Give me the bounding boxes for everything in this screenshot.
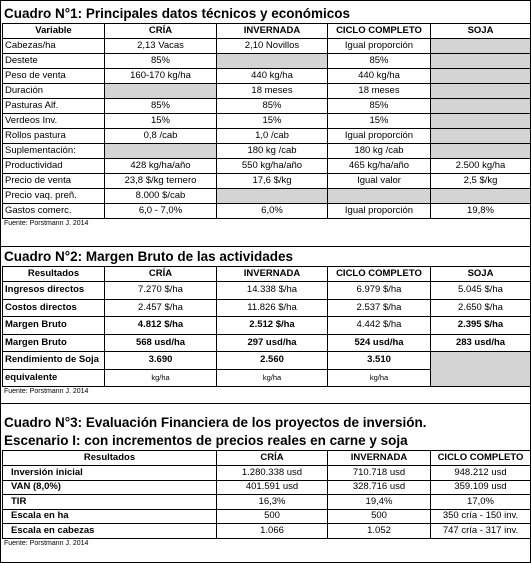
table-cell: 2.457 $/ha — [105, 299, 217, 317]
table-row — [3, 129, 531, 144]
table-row — [3, 39, 531, 54]
table-cell: 160-170 kg/ha — [105, 69, 217, 84]
table-cell: 8.000 $/cab — [105, 189, 217, 204]
table-cell: 6.979 $/ha — [328, 282, 431, 300]
table-row — [3, 334, 531, 352]
table-cell: 15% — [217, 114, 328, 129]
row-label: equivalente — [3, 369, 105, 387]
table-cell: kg/ha — [105, 369, 217, 387]
table-row — [3, 466, 531, 481]
table-cell: 11.826 $/ha — [217, 299, 328, 317]
table-row — [3, 174, 531, 189]
table-cell: 401.591 usd — [217, 480, 328, 495]
table-cell: 85% — [328, 99, 431, 114]
row-label: TIR — [3, 495, 217, 510]
header-cell: SOJA — [431, 267, 531, 282]
table-cell: 2,13 Vacas — [105, 39, 217, 54]
cuadro-2 — [1, 248, 530, 396]
table-cell: 2.650 $/ha — [431, 299, 531, 317]
table-cell: 359.109 usd — [431, 480, 531, 495]
cuadro-3-title: Cuadro N°3: Evaluación Financiera de los proyectos de inversión. — [4, 415, 427, 430]
row-label: Pasturas Alf. — [3, 99, 105, 114]
row-label: Cabezas/ha — [3, 39, 105, 54]
table-cell: 19,8% — [431, 204, 531, 219]
table-cell: 568 usd/ha — [105, 334, 217, 352]
table-row — [3, 480, 531, 495]
cuadro-3-subtitle: Escenario I: con incrementos de precios reales en carne y soja — [4, 433, 408, 448]
table-cell: 1.066 — [217, 524, 328, 539]
table-cell: 2,5 $/kg — [431, 174, 531, 189]
cuadro-2-title: Cuadro N°2: Margen Bruto de las actividades — [4, 249, 293, 264]
table-cell: 440 kg/ha — [217, 69, 328, 84]
row-label: Costos directos — [3, 299, 105, 317]
header-cell: Variable — [3, 24, 105, 39]
row-label: Destete — [3, 54, 105, 69]
row-label: Productividad — [3, 159, 105, 174]
table-cell: 17,0% — [431, 495, 531, 510]
table-row — [3, 352, 531, 370]
table-cell: 2,10 Novillos — [217, 39, 328, 54]
table-cell-empty — [431, 69, 531, 84]
table-cell-empty — [431, 144, 531, 159]
table-cell: 710.718 usd — [328, 466, 431, 481]
table-cell: 440 kg/ha — [328, 69, 431, 84]
table-cell: 297 usd/ha — [217, 334, 328, 352]
table-cell: 15% — [328, 114, 431, 129]
table-row — [3, 189, 531, 204]
header-cell: CICLO COMPLETO — [328, 267, 431, 282]
table-cell: 524 usd/ha — [328, 334, 431, 352]
table-cell-empty — [431, 114, 531, 129]
table-cell: 4.442 $/ha — [328, 317, 431, 335]
table-cell: 14.338 $/ha — [217, 282, 328, 300]
row-label: Suplementación: — [3, 144, 105, 159]
table-cell-empty — [217, 189, 328, 204]
table-cell: 6,0 - 7,0% — [105, 204, 217, 219]
table-cell: 1,0 /cab — [217, 129, 328, 144]
cuadro-1-table — [2, 23, 531, 219]
header-cell: CRÍA — [105, 267, 217, 282]
table-cell-empty — [431, 84, 531, 99]
table-row — [3, 317, 531, 335]
table-cell-empty — [328, 189, 431, 204]
table-cell: 85% — [328, 54, 431, 69]
row-label: Peso de venta — [3, 69, 105, 84]
table-cell-empty — [431, 39, 531, 54]
table-row — [3, 144, 531, 159]
table-cell: 350 cría - 150 inv. — [431, 509, 531, 524]
table-row — [3, 99, 531, 114]
header-cell: INVERNADA — [217, 267, 328, 282]
cuadro-1 — [1, 5, 530, 228]
table-cell: 2.395 $/ha — [431, 317, 531, 335]
table-cell: 2.560 — [217, 352, 328, 370]
row-label: Precio vaq. preñ. — [3, 189, 105, 204]
table-cell: Igual proporción — [328, 204, 431, 219]
cuadro-2-table — [2, 266, 531, 387]
table-row — [3, 204, 531, 219]
table-row — [3, 114, 531, 129]
table-cell: 500 — [217, 509, 328, 524]
table-cell: kg/ha — [217, 369, 328, 387]
row-label: VAN (8,0%) — [3, 480, 217, 495]
table-cell: 283 usd/ha — [431, 334, 531, 352]
row-label: Gastos comerc. — [3, 204, 105, 219]
row-label: Rendimiento de Soja — [3, 352, 105, 370]
source-note: Fuente: Porstmann J. 2014 — [4, 388, 89, 395]
table-header-row — [3, 24, 531, 39]
table-cell: 2.500 kg/ha — [431, 159, 531, 174]
source-note: Fuente: Porstmann J. 2014 — [4, 220, 89, 227]
table-header-row — [3, 451, 531, 466]
table-cell: 948.212 usd — [431, 466, 531, 481]
row-label: Escala en ha — [3, 509, 217, 524]
row-label: Rollos pastura — [3, 129, 105, 144]
cuadro-3-table — [2, 450, 531, 539]
table-cell-empty — [431, 352, 531, 387]
cuadro-1-title: Cuadro N°1: Principales datos técnicos y económicos — [4, 6, 350, 21]
table-cell: Igual valor — [328, 174, 431, 189]
table-cell: 17,6 $/kg — [217, 174, 328, 189]
header-cell: Resultados — [3, 267, 105, 282]
table-cell: 16,3% — [217, 495, 328, 510]
table-cell-empty — [431, 54, 531, 69]
header-cell: CICLO COMPLETO — [431, 451, 531, 466]
table-cell: Igual proporción — [328, 39, 431, 54]
table-cell: 428 kg/ha/año — [105, 159, 217, 174]
table-cell: 500 — [328, 509, 431, 524]
table-cell-empty — [431, 129, 531, 144]
table-row — [3, 524, 531, 539]
table-row — [3, 54, 531, 69]
divider — [1, 246, 530, 247]
table-cell-empty — [431, 189, 531, 204]
table-row — [3, 495, 531, 510]
table-row — [3, 69, 531, 84]
header-cell: SOJA — [431, 24, 531, 39]
header-cell: CRÍA — [105, 24, 217, 39]
table-row — [3, 509, 531, 524]
table-cell: 18 meses — [328, 84, 431, 99]
table-cell: 19,4% — [328, 495, 431, 510]
row-label: Precio de venta — [3, 174, 105, 189]
table-cell: 1.052 — [328, 524, 431, 539]
table-cell: 180 kg /cab — [328, 144, 431, 159]
table-cell: 23,8 $/kg ternero — [105, 174, 217, 189]
table-cell: 180 kg /cab — [217, 144, 328, 159]
table-cell-empty — [105, 144, 217, 159]
divider — [1, 403, 530, 404]
table-row — [3, 84, 531, 99]
table-cell: 4.812 $/ha — [105, 317, 217, 335]
table-cell: 2.537 $/ha — [328, 299, 431, 317]
row-label: Margen Bruto — [3, 334, 105, 352]
table-cell: 15% — [105, 114, 217, 129]
row-label: Ingresos directos — [3, 282, 105, 300]
header-cell: INVERNADA — [217, 24, 328, 39]
header-cell: Resultados — [3, 451, 217, 466]
table-cell: Igual proporción — [328, 129, 431, 144]
header-cell: CICLO COMPLETO — [328, 24, 431, 39]
table-cell: 3.690 — [105, 352, 217, 370]
table-cell-empty — [431, 99, 531, 114]
table-cell: 0,8 /cab — [105, 129, 217, 144]
table-header-row — [3, 267, 531, 282]
table-cell: 747 cría - 317 inv. — [431, 524, 531, 539]
source-note: Fuente: Porstmann J. 2014 — [4, 539, 89, 547]
row-label: Verdeos Inv. — [3, 114, 105, 129]
row-label: Inversión inicial — [3, 466, 217, 481]
table-row — [3, 282, 531, 300]
cuadro-3 — [1, 414, 530, 548]
table-cell: 85% — [105, 99, 217, 114]
table-cell: 5.045 $/ha — [431, 282, 531, 300]
table-cell: 85% — [105, 54, 217, 69]
table-cell: 3.510 — [328, 352, 431, 370]
table-cell: 18 meses — [217, 84, 328, 99]
table-cell: 85% — [217, 99, 328, 114]
table-cell: 7.270 $/ha — [105, 282, 217, 300]
row-label: Duración — [3, 84, 105, 99]
table-row — [3, 299, 531, 317]
table-row — [3, 159, 531, 174]
row-label: Escala en cabezas — [3, 524, 217, 539]
header-cell: CRÍA — [217, 451, 328, 466]
table-cell: 2.512 $/ha — [217, 317, 328, 335]
table-cell: 1.280.338 usd — [217, 466, 328, 481]
table-cell: 550 kg/ha/año — [217, 159, 328, 174]
table-cell: kg/ha — [328, 369, 431, 387]
table-cell: 465 kg/ha/año — [328, 159, 431, 174]
header-cell: INVERNADA — [328, 451, 431, 466]
table-cell: 6,0% — [217, 204, 328, 219]
table-cell-empty — [105, 84, 217, 99]
table-cell-empty — [217, 54, 328, 69]
row-label: Margen Bruto — [3, 317, 105, 335]
table-cell: 328.716 usd — [328, 480, 431, 495]
